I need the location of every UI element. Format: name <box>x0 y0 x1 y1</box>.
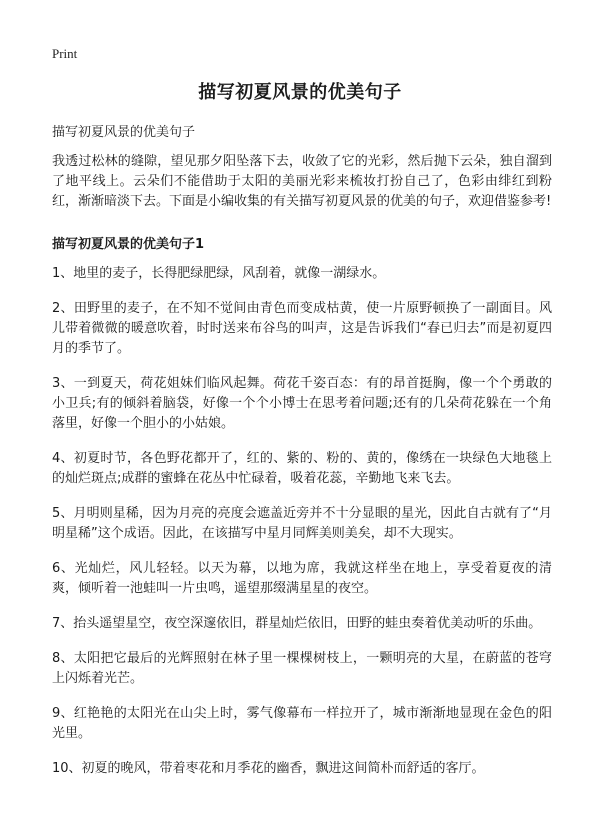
section-heading: 描写初夏风景的优美句子1 <box>52 237 205 252</box>
list-item: 1、地里的麦子，长得肥绿肥绿，风刮着，就像一湖绿水。 <box>52 266 386 281</box>
intro-paragraph: 我透过松林的缝隙，望见那夕阳坠落下去，收敛了它的光彩，然后抛下云朵，独自溜到了地平线上。云朵们不能借助于太阳的美丽光彩来梳妆打扮自己了，色彩由绯红到粉红，渐渐暗淡下去。下面是小编收集的有关描写初夏风景的优美的句子，欢迎借鉴参考! <box>52 154 552 209</box>
print-link[interactable]: Print <box>52 46 78 61</box>
subtitle: 描写初夏风景的优美句子 <box>52 125 196 140</box>
list-item: 8、太阳把它最后的光辉照射在林子里一棵棵树枝上，一颗明亮的大星，在蔚蓝的苍穹上闪烁着光芒。 <box>52 651 552 686</box>
list-item: 6、光灿烂，风儿轻轻。以天为幕，以地为席，我就这样坐在地上，享受着夏夜的清爽，倾听着一池蛙叫一片虫鸣，遥望那缀满星星的夜空。 <box>52 561 552 596</box>
list-item: 7、抬头遥望星空，夜空深邃依旧，群星灿烂依旧，田野的蛙虫奏着优美动听的乐曲。 <box>52 616 542 631</box>
list-item: 10、初夏的晚风，带着枣花和月季花的幽香，飘进这间简朴而舒适的客厅。 <box>52 761 485 776</box>
list-item: 5、月明则星稀，因为月亮的亮度会遮盖近旁并不十分显眼的星光，因此自古就有了“月明星稀”这个成语。因此，在该描写中星月同辉美则美矣，却不大现实。 <box>52 506 552 541</box>
list-item: 4、初夏时节，各色野花都开了，红的、紫的、粉的、黄的，像绣在一块绿色大地毯上的灿烂斑点;成群的蜜蜂在花丛中忙碌着，吸着花蕊，辛勤地飞来飞去。 <box>52 451 552 486</box>
list-item: 2、田野里的麦子，在不知不觉间由青色而变成枯黄，使一片原野顿换了一副面目。风儿带着微微的暖意吹着，时时送来布谷鸟的叫声，这是告诉我们“春已归去”而是初夏四月的季节了。 <box>52 301 552 356</box>
list-item: 9、红艳艳的太阳光在山尖上时，雾气像幕布一样拉开了，城市渐渐地显现在金色的阳光里。 <box>52 706 552 741</box>
sentence-list <box>52 264 552 794</box>
page-title: 描写初夏风景的优美句子 <box>198 82 402 103</box>
list-item: 3、一到夏天，荷花姐妹们临风起舞。荷花千姿百态：有的昂首挺胸，像一个个勇敢的小卫兵;有的倾斜着脑袋，好像一个个小博士在思考着问题;还有的几朵荷花躲在一个角落里，好像一个胆小的小姑娘。 <box>52 376 552 431</box>
